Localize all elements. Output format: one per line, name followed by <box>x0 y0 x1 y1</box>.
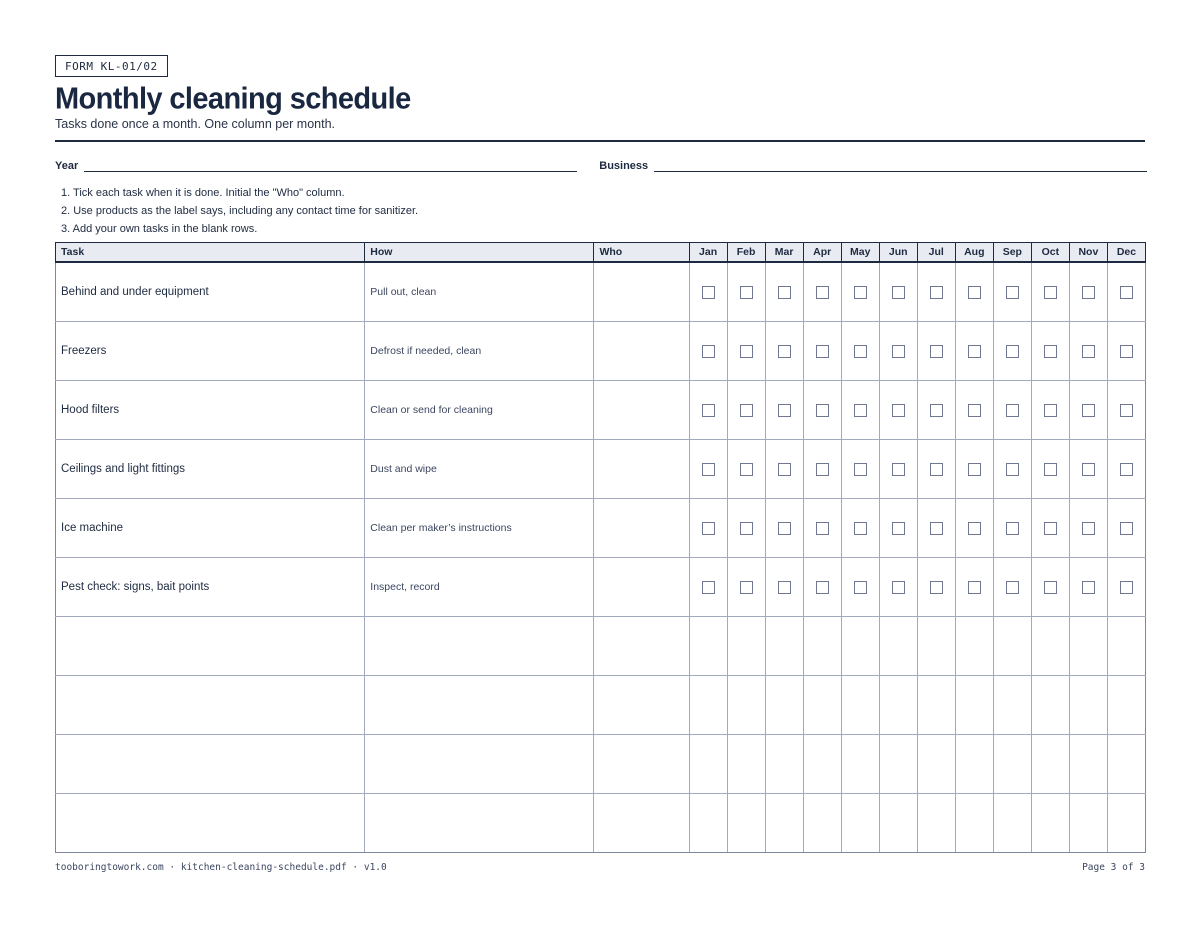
month-cell <box>993 322 1031 381</box>
month-cell <box>1031 499 1069 558</box>
who-cell[interactable] <box>594 262 689 322</box>
month-checkbox[interactable] <box>892 581 905 594</box>
month-cell <box>765 558 803 617</box>
month-checkbox[interactable] <box>702 404 715 417</box>
month-cell <box>879 440 917 499</box>
header-divider <box>55 140 1145 142</box>
blank-cell[interactable] <box>841 617 879 676</box>
page-subtitle: Tasks done once a month. One column per month. <box>55 117 336 131</box>
month-cell <box>841 499 879 558</box>
month-cell <box>955 558 993 617</box>
month-checkbox[interactable] <box>1044 345 1057 358</box>
column-header-month: Mar <box>765 243 803 263</box>
column-header-month: Apr <box>803 243 841 263</box>
blank-cell[interactable] <box>1031 735 1069 794</box>
month-cell <box>1107 440 1145 499</box>
month-checkbox[interactable] <box>1006 522 1019 535</box>
how-cell: Pull out, clean <box>365 262 594 322</box>
month-checkbox[interactable] <box>778 404 791 417</box>
month-cell <box>955 322 993 381</box>
month-checkbox[interactable] <box>1082 404 1095 417</box>
month-checkbox[interactable] <box>1044 286 1057 299</box>
month-cell <box>803 558 841 617</box>
month-checkbox[interactable] <box>778 463 791 476</box>
table-row <box>56 322 1146 381</box>
month-cell <box>917 440 955 499</box>
blank-cell[interactable] <box>689 794 727 853</box>
how-cell: Inspect, record <box>365 558 594 617</box>
who-cell[interactable] <box>594 558 689 617</box>
column-header-month: Jul <box>917 243 955 263</box>
month-cell <box>727 381 765 440</box>
blank-cell[interactable] <box>689 676 727 735</box>
month-checkbox[interactable] <box>892 345 905 358</box>
month-cell <box>1107 381 1145 440</box>
blank-cell[interactable] <box>993 794 1031 853</box>
month-cell <box>1069 262 1107 322</box>
column-header-month: Feb <box>727 243 765 263</box>
table-header-row <box>56 243 1146 263</box>
month-cell <box>879 262 917 322</box>
month-checkbox[interactable] <box>816 581 829 594</box>
blank-row <box>56 794 1146 853</box>
blank-cell[interactable] <box>841 735 879 794</box>
column-header-who: Who <box>594 243 689 263</box>
blank-cell[interactable] <box>56 735 365 794</box>
month-cell <box>993 262 1031 322</box>
month-checkbox[interactable] <box>968 404 981 417</box>
month-checkbox[interactable] <box>930 404 943 417</box>
month-cell <box>727 262 765 322</box>
blank-cell[interactable] <box>365 617 594 676</box>
month-cell <box>879 381 917 440</box>
month-checkbox[interactable] <box>702 345 715 358</box>
month-cell <box>1069 440 1107 499</box>
month-checkbox[interactable] <box>1120 345 1133 358</box>
blank-cell[interactable] <box>917 794 955 853</box>
blank-cell[interactable] <box>917 676 955 735</box>
month-checkbox[interactable] <box>930 522 943 535</box>
month-checkbox[interactable] <box>1006 345 1019 358</box>
month-cell <box>689 558 727 617</box>
blank-cell[interactable] <box>955 735 993 794</box>
blank-cell[interactable] <box>803 735 841 794</box>
blank-cell[interactable] <box>993 676 1031 735</box>
table-row <box>56 381 1146 440</box>
blank-cell[interactable] <box>1069 617 1107 676</box>
cleaning-schedule-table <box>55 242 1146 853</box>
month-checkbox[interactable] <box>1120 522 1133 535</box>
month-checkbox[interactable] <box>1082 286 1095 299</box>
month-checkbox[interactable] <box>778 286 791 299</box>
month-cell <box>879 558 917 617</box>
blank-row <box>56 676 1146 735</box>
month-checkbox[interactable] <box>1006 286 1019 299</box>
month-checkbox[interactable] <box>854 345 867 358</box>
month-cell <box>765 440 803 499</box>
how-cell: Defrost if needed, clean <box>365 322 594 381</box>
month-checkbox[interactable] <box>702 581 715 594</box>
year-field <box>55 160 577 172</box>
month-checkbox[interactable] <box>1120 286 1133 299</box>
year-input-line[interactable] <box>84 161 577 172</box>
month-checkbox[interactable] <box>1044 522 1057 535</box>
month-cell <box>1031 322 1069 381</box>
month-cell <box>727 440 765 499</box>
column-header-task: Task <box>56 243 365 263</box>
instruction-item: 1. Tick each task when it is done. Initial the "Who" column. <box>61 187 345 199</box>
month-checkbox[interactable] <box>778 522 791 535</box>
table-row <box>56 499 1146 558</box>
month-checkbox[interactable] <box>740 463 753 476</box>
month-cell <box>765 322 803 381</box>
blank-cell[interactable] <box>917 735 955 794</box>
month-cell <box>1031 381 1069 440</box>
month-cell <box>765 262 803 322</box>
blank-cell[interactable] <box>765 676 803 735</box>
month-cell <box>879 322 917 381</box>
blank-cell[interactable] <box>1031 794 1069 853</box>
task-cell: Hood filters <box>56 381 365 440</box>
month-cell <box>841 440 879 499</box>
business-field <box>599 160 1147 172</box>
task-cell: Ceilings and light fittings <box>56 440 365 499</box>
column-header-month: Nov <box>1069 243 1107 263</box>
column-header-month: Jun <box>879 243 917 263</box>
month-cell <box>689 499 727 558</box>
blank-cell[interactable] <box>727 617 765 676</box>
blank-cell[interactable] <box>594 735 689 794</box>
blank-cell[interactable] <box>727 794 765 853</box>
month-checkbox[interactable] <box>1082 581 1095 594</box>
footer-source: tooboringtowork.com · kitchen-cleaning-schedule.pdf · v1.0 <box>55 862 387 873</box>
month-cell <box>993 440 1031 499</box>
blank-cell[interactable] <box>594 794 689 853</box>
month-checkbox[interactable] <box>854 522 867 535</box>
blank-cell[interactable] <box>1031 676 1069 735</box>
blank-cell[interactable] <box>365 794 594 853</box>
month-cell <box>955 499 993 558</box>
how-cell: Clean or send for cleaning <box>365 381 594 440</box>
month-checkbox[interactable] <box>1006 581 1019 594</box>
blank-cell[interactable] <box>365 735 594 794</box>
blank-cell[interactable] <box>689 735 727 794</box>
month-cell <box>917 262 955 322</box>
instruction-item: 3. Add your own tasks in the blank rows. <box>61 223 258 235</box>
blank-cell[interactable] <box>1107 735 1145 794</box>
blank-cell[interactable] <box>955 676 993 735</box>
month-cell <box>803 440 841 499</box>
month-checkbox[interactable] <box>854 286 867 299</box>
task-cell: Pest check: signs, bait points <box>56 558 365 617</box>
month-checkbox[interactable] <box>1082 522 1095 535</box>
month-checkbox[interactable] <box>892 522 905 535</box>
blank-cell[interactable] <box>993 617 1031 676</box>
month-cell <box>917 322 955 381</box>
month-cell <box>765 499 803 558</box>
task-cell: Ice machine <box>56 499 365 558</box>
month-checkbox[interactable] <box>854 581 867 594</box>
blank-cell[interactable] <box>879 676 917 735</box>
task-cell: Freezers <box>56 322 365 381</box>
month-checkbox[interactable] <box>1120 463 1133 476</box>
blank-cell[interactable] <box>917 617 955 676</box>
who-cell[interactable] <box>594 381 689 440</box>
month-cell <box>917 499 955 558</box>
month-cell <box>689 440 727 499</box>
month-cell <box>727 558 765 617</box>
month-checkbox[interactable] <box>968 286 981 299</box>
table-row <box>56 440 1146 499</box>
month-cell <box>993 499 1031 558</box>
page-title: Monthly cleaning schedule <box>55 82 411 116</box>
blank-cell[interactable] <box>727 735 765 794</box>
blank-cell[interactable] <box>1107 676 1145 735</box>
footer-page-number: Page 3 of 3 <box>1082 862 1145 873</box>
month-cell <box>1069 381 1107 440</box>
column-header-month: Oct <box>1031 243 1069 263</box>
month-checkbox[interactable] <box>816 286 829 299</box>
month-cell <box>1107 262 1145 322</box>
blank-cell[interactable] <box>803 676 841 735</box>
blank-cell[interactable] <box>1069 794 1107 853</box>
month-checkbox[interactable] <box>1006 404 1019 417</box>
blank-cell[interactable] <box>594 676 689 735</box>
month-cell <box>727 499 765 558</box>
blank-cell[interactable] <box>841 794 879 853</box>
column-header-month: Jan <box>689 243 727 263</box>
how-cell: Clean per maker’s instructions <box>365 499 594 558</box>
month-checkbox[interactable] <box>816 345 829 358</box>
month-cell <box>765 381 803 440</box>
month-checkbox[interactable] <box>968 522 981 535</box>
blank-cell[interactable] <box>56 676 365 735</box>
month-checkbox[interactable] <box>816 404 829 417</box>
blank-cell[interactable] <box>56 794 365 853</box>
who-cell[interactable] <box>594 322 689 381</box>
month-cell <box>1069 322 1107 381</box>
month-cell <box>955 440 993 499</box>
blank-cell[interactable] <box>841 676 879 735</box>
month-checkbox[interactable] <box>1006 463 1019 476</box>
month-cell <box>803 499 841 558</box>
blank-cell[interactable] <box>56 617 365 676</box>
month-cell <box>955 381 993 440</box>
month-checkbox[interactable] <box>740 522 753 535</box>
instructions-list <box>55 184 1145 238</box>
blank-row <box>56 735 1146 794</box>
blank-cell[interactable] <box>879 794 917 853</box>
blank-row <box>56 617 1146 676</box>
month-cell <box>1031 440 1069 499</box>
blank-cell[interactable] <box>803 617 841 676</box>
instruction-item: 2. Use products as the label says, including any contact time for sanitizer. <box>61 205 419 217</box>
month-checkbox[interactable] <box>1120 404 1133 417</box>
month-checkbox[interactable] <box>740 581 753 594</box>
blank-cell[interactable] <box>879 617 917 676</box>
blank-cell[interactable] <box>993 735 1031 794</box>
month-cell <box>803 381 841 440</box>
month-checkbox[interactable] <box>702 463 715 476</box>
month-checkbox[interactable] <box>1082 345 1095 358</box>
month-cell <box>727 322 765 381</box>
column-header-month: Dec <box>1107 243 1145 263</box>
column-header-month: May <box>841 243 879 263</box>
blank-cell[interactable] <box>1107 794 1145 853</box>
form-fields <box>55 156 1145 172</box>
blank-cell[interactable] <box>765 617 803 676</box>
page-footer <box>55 862 1145 873</box>
who-cell[interactable] <box>594 440 689 499</box>
month-checkbox[interactable] <box>1120 581 1133 594</box>
month-checkbox[interactable] <box>892 404 905 417</box>
month-cell <box>1107 322 1145 381</box>
month-cell <box>1107 499 1145 558</box>
month-checkbox[interactable] <box>968 345 981 358</box>
blank-cell[interactable] <box>955 617 993 676</box>
table-row <box>56 262 1146 322</box>
business-label: Business <box>599 160 649 172</box>
month-cell <box>689 381 727 440</box>
month-cell <box>993 558 1031 617</box>
form-code-badge: FORM KL-01/02 <box>55 55 168 77</box>
blank-cell[interactable] <box>765 794 803 853</box>
column-header-month: Sep <box>993 243 1031 263</box>
year-label: Year <box>55 160 79 172</box>
month-checkbox[interactable] <box>702 286 715 299</box>
month-cell <box>1069 558 1107 617</box>
month-cell <box>1107 558 1145 617</box>
month-checkbox[interactable] <box>930 286 943 299</box>
blank-cell[interactable] <box>1031 617 1069 676</box>
month-checkbox[interactable] <box>1044 404 1057 417</box>
blank-cell[interactable] <box>955 794 993 853</box>
blank-cell[interactable] <box>803 794 841 853</box>
business-input-line[interactable] <box>654 161 1147 172</box>
blank-cell[interactable] <box>727 676 765 735</box>
blank-cell[interactable] <box>765 735 803 794</box>
table-row <box>56 558 1146 617</box>
month-cell <box>1069 499 1107 558</box>
month-cell <box>841 381 879 440</box>
blank-cell[interactable] <box>1069 735 1107 794</box>
month-checkbox[interactable] <box>740 404 753 417</box>
month-checkbox[interactable] <box>930 581 943 594</box>
month-cell <box>1031 262 1069 322</box>
month-cell <box>841 322 879 381</box>
blank-cell[interactable] <box>879 735 917 794</box>
blank-cell[interactable] <box>1107 617 1145 676</box>
column-header-how: How <box>365 243 594 263</box>
month-cell <box>993 381 1031 440</box>
month-checkbox[interactable] <box>968 463 981 476</box>
month-checkbox[interactable] <box>930 345 943 358</box>
blank-cell[interactable] <box>365 676 594 735</box>
who-cell[interactable] <box>594 499 689 558</box>
task-cell: Behind and under equipment <box>56 262 365 322</box>
month-checkbox[interactable] <box>740 286 753 299</box>
month-checkbox[interactable] <box>702 522 715 535</box>
month-cell <box>841 558 879 617</box>
month-checkbox[interactable] <box>892 286 905 299</box>
blank-cell[interactable] <box>1069 676 1107 735</box>
month-checkbox[interactable] <box>1044 463 1057 476</box>
month-checkbox[interactable] <box>930 463 943 476</box>
month-cell <box>841 262 879 322</box>
month-cell <box>803 322 841 381</box>
month-checkbox[interactable] <box>854 463 867 476</box>
month-cell <box>917 558 955 617</box>
month-checkbox[interactable] <box>816 463 829 476</box>
month-checkbox[interactable] <box>816 522 829 535</box>
month-cell <box>879 499 917 558</box>
month-cell <box>1031 558 1069 617</box>
month-cell <box>955 262 993 322</box>
month-checkbox[interactable] <box>892 463 905 476</box>
month-checkbox[interactable] <box>1082 463 1095 476</box>
month-cell <box>689 322 727 381</box>
month-cell <box>917 381 955 440</box>
month-cell <box>689 262 727 322</box>
blank-cell[interactable] <box>689 617 727 676</box>
month-checkbox[interactable] <box>778 345 791 358</box>
month-checkbox[interactable] <box>854 404 867 417</box>
column-header-month: Aug <box>955 243 993 263</box>
month-checkbox[interactable] <box>1044 581 1057 594</box>
blank-cell[interactable] <box>594 617 689 676</box>
form-page <box>55 55 1145 593</box>
month-checkbox[interactable] <box>968 581 981 594</box>
month-cell <box>803 262 841 322</box>
how-cell: Dust and wipe <box>365 440 594 499</box>
month-checkbox[interactable] <box>778 581 791 594</box>
month-checkbox[interactable] <box>740 345 753 358</box>
